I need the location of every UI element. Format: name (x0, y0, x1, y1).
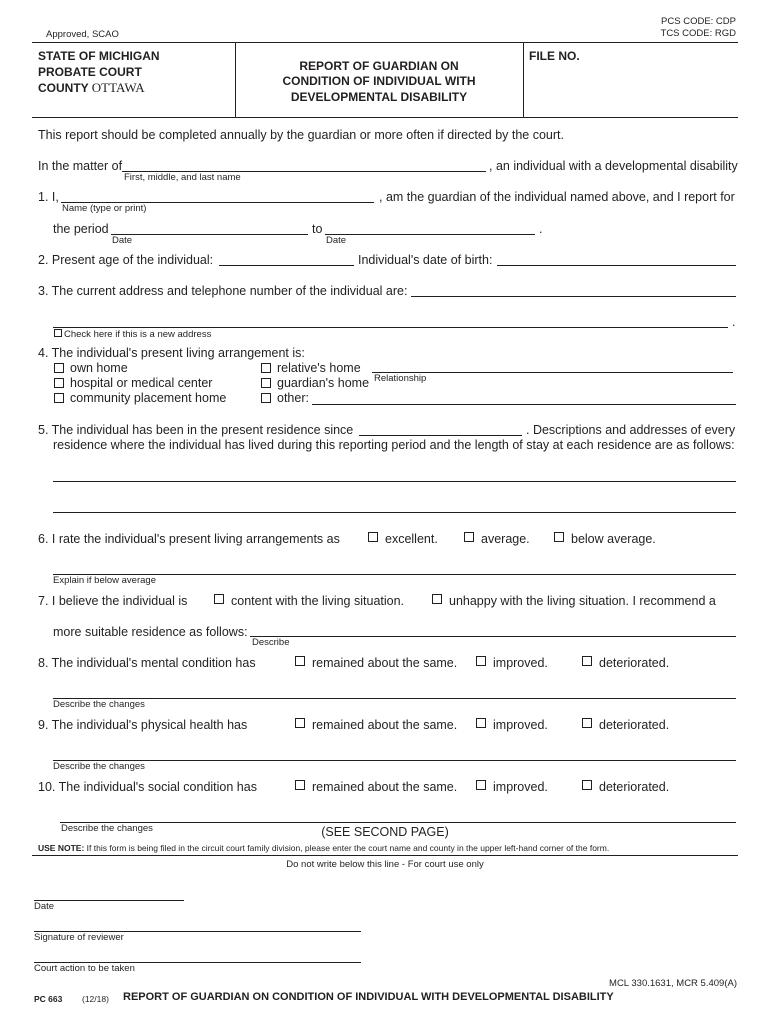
physical-deteriorated-label: deteriorated. (599, 718, 670, 732)
social-same-checkbox[interactable] (295, 780, 305, 790)
average-checkbox[interactable] (464, 532, 474, 542)
hospital-label: hospital or medical center (70, 376, 213, 390)
social-changes-field[interactable] (60, 822, 736, 823)
suitable-residence-field[interactable] (250, 636, 736, 637)
footer-form-title: REPORT OF GUARDIAN ON CONDITION OF INDIVIDUAL WITH DEVELOPMENTAL DISABILITY (123, 991, 614, 1003)
mental-changes-field[interactable] (53, 698, 736, 699)
below-average-label: below average. (571, 532, 656, 546)
court-state: STATE OF MICHIGAN (38, 49, 160, 63)
unhappy-checkbox[interactable] (432, 594, 442, 604)
residence-field-1[interactable] (53, 481, 736, 482)
item3-label: 3. The current address and telephone number of the individual are: (38, 284, 408, 298)
unhappy-label: unhappy with the living situation. I recommend a (449, 594, 716, 608)
item1-suffix: , am the guardian of the individual named above, and I report for (379, 190, 735, 204)
social-same-label: remained about the same. (312, 780, 458, 794)
average-label: average. (481, 532, 530, 546)
county-label: COUNTY (38, 81, 89, 95)
physical-improved-checkbox[interactable] (476, 718, 486, 728)
hospital-checkbox[interactable] (54, 378, 64, 388)
age-field[interactable] (219, 265, 354, 266)
see-second-page: (SEE SECOND PAGE) (321, 825, 449, 839)
item6-label: 6. I rate the individual's present living arrangements as (38, 532, 340, 546)
court-use-rule (32, 855, 738, 856)
mental-deteriorated-checkbox[interactable] (582, 656, 592, 666)
physical-deteriorated-checkbox[interactable] (582, 718, 592, 728)
intro-text: This report should be completed annually by the guardian or more often if directed by the court. (38, 128, 564, 142)
review-date-caption: Date (34, 901, 55, 912)
header-top-rule (32, 42, 738, 43)
item5-line1-a: 5. The individual has been in the present residence since (38, 423, 354, 437)
content-label: content with the living situation. (231, 594, 405, 608)
guardians-home-checkbox[interactable] (261, 378, 271, 388)
form-title-2: CONDITION OF INDIVIDUAL WITH (282, 74, 476, 88)
period-start-caption: Date (112, 235, 133, 246)
use-note (38, 843, 609, 853)
physical-improved-label: improved. (493, 718, 548, 732)
use-note-text: If this form is being filed in the circuit court family division, please enter the court name and county in the upper left-hand corner of the form. (86, 843, 610, 853)
header-divider-1 (235, 42, 236, 117)
item4-label: 4. The individual's present living arrangement is: (38, 346, 305, 360)
form-title-1: REPORT OF GUARDIAN ON (299, 59, 459, 73)
period-end-field[interactable] (325, 234, 535, 235)
mental-changes-caption: Describe the changes (53, 699, 145, 710)
address-field-1[interactable] (411, 296, 736, 297)
physical-changes-field[interactable] (53, 760, 736, 761)
physical-same-checkbox[interactable] (295, 718, 305, 728)
form-number: PC 663 (34, 994, 63, 1004)
item8-label: 8. The individual's mental condition has (38, 656, 256, 670)
period-start-field[interactable] (111, 234, 308, 235)
residence-field-2[interactable] (53, 512, 736, 513)
mental-improved-checkbox[interactable] (476, 656, 486, 666)
matter-suffix: , an individual with a developmental disability (489, 159, 738, 173)
new-address-label: Check here if this is a new address (64, 329, 212, 340)
mental-same-label: remained about the same. (312, 656, 458, 670)
other-label: other: (277, 391, 309, 405)
new-address-checkbox[interactable] (54, 329, 62, 337)
relationship-caption: Relationship (374, 373, 427, 384)
relatives-home-label: relative's home (277, 361, 361, 375)
period-end-dot: . (539, 222, 543, 236)
mcl-reference: MCL 330.1631, MCR 5.409(A) (609, 978, 737, 989)
review-date-field[interactable] (34, 900, 184, 901)
county-row (38, 80, 145, 96)
suitable-residence-caption: Describe (252, 637, 290, 648)
reviewer-signature-caption: Signature of reviewer (34, 932, 124, 943)
dob-field[interactable] (497, 265, 736, 266)
court-use-label: Do not write below this line - For court use only (286, 859, 484, 870)
social-deteriorated-checkbox[interactable] (582, 780, 592, 790)
item5-line2: residence where the individual has lived during this reporting period and the length of stay at each residence are as follows: (53, 438, 735, 452)
matter-caption: First, middle, and last name (124, 172, 241, 183)
file-no-label: FILE NO. (529, 49, 580, 63)
item9-label: 9. The individual's physical health has (38, 718, 248, 732)
header-divider-2 (523, 42, 524, 117)
form-date: (12/18) (82, 994, 109, 1004)
period-label: the period (53, 222, 109, 236)
court-name: PROBATE COURT (38, 65, 142, 79)
item5-line1-b: . Descriptions and addresses of every (526, 423, 736, 437)
dob-label: Individual's date of birth: (358, 253, 493, 267)
relatives-home-checkbox[interactable] (261, 363, 271, 373)
below-average-checkbox[interactable] (554, 532, 564, 542)
address-field-2[interactable] (53, 327, 728, 328)
item7-line2: more suitable residence as follows: (53, 625, 248, 639)
own-home-label: own home (70, 361, 128, 375)
approved-label: Approved, SCAO (46, 29, 119, 40)
matter-label: In the matter of (38, 159, 123, 173)
header-bottom-rule (32, 117, 738, 118)
item10-label: 10. The individual's social condition has (38, 780, 257, 794)
item1-label: 1. I, (38, 190, 59, 204)
form-title-3: DEVELOPMENTAL DISABILITY (290, 90, 468, 104)
community-home-label: community placement home (70, 391, 227, 405)
county-value[interactable]: OTTAWA (91, 80, 145, 95)
social-improved-label: improved. (493, 780, 548, 794)
mental-deteriorated-label: deteriorated. (599, 656, 670, 670)
other-checkbox[interactable] (261, 393, 271, 403)
pcs-code: PCS CODE: CDP (661, 16, 736, 27)
period-end-caption: Date (326, 235, 347, 246)
social-deteriorated-label: deteriorated. (599, 780, 670, 794)
social-improved-checkbox[interactable] (476, 780, 486, 790)
guardian-name-caption: Name (type or print) (62, 203, 147, 214)
mental-same-checkbox[interactable] (295, 656, 305, 666)
other-field[interactable] (312, 404, 736, 405)
period-to-label: to (312, 222, 323, 236)
content-checkbox[interactable] (214, 594, 224, 604)
physical-changes-caption: Describe the changes (53, 761, 145, 772)
tcs-code: TCS CODE: RGD (660, 28, 736, 39)
item7-label: 7. I believe the individual is (38, 594, 188, 608)
court-action-caption: Court action to be taken (34, 963, 135, 974)
own-home-checkbox[interactable] (54, 363, 64, 373)
explain-caption: Explain if below average (53, 575, 156, 586)
guardians-home-label: guardian's home (277, 376, 370, 390)
excellent-checkbox[interactable] (368, 532, 378, 542)
community-home-checkbox[interactable] (54, 393, 64, 403)
item2-label: 2. Present age of the individual: (38, 253, 214, 267)
use-note-label: USE NOTE: (38, 843, 85, 853)
physical-same-label: remained about the same. (312, 718, 458, 732)
address-end-dot: . (732, 315, 736, 329)
social-changes-caption: Describe the changes (61, 823, 153, 834)
excellent-label: excellent. (385, 532, 438, 546)
mental-improved-label: improved. (493, 656, 548, 670)
residence-since-field[interactable] (359, 435, 522, 436)
